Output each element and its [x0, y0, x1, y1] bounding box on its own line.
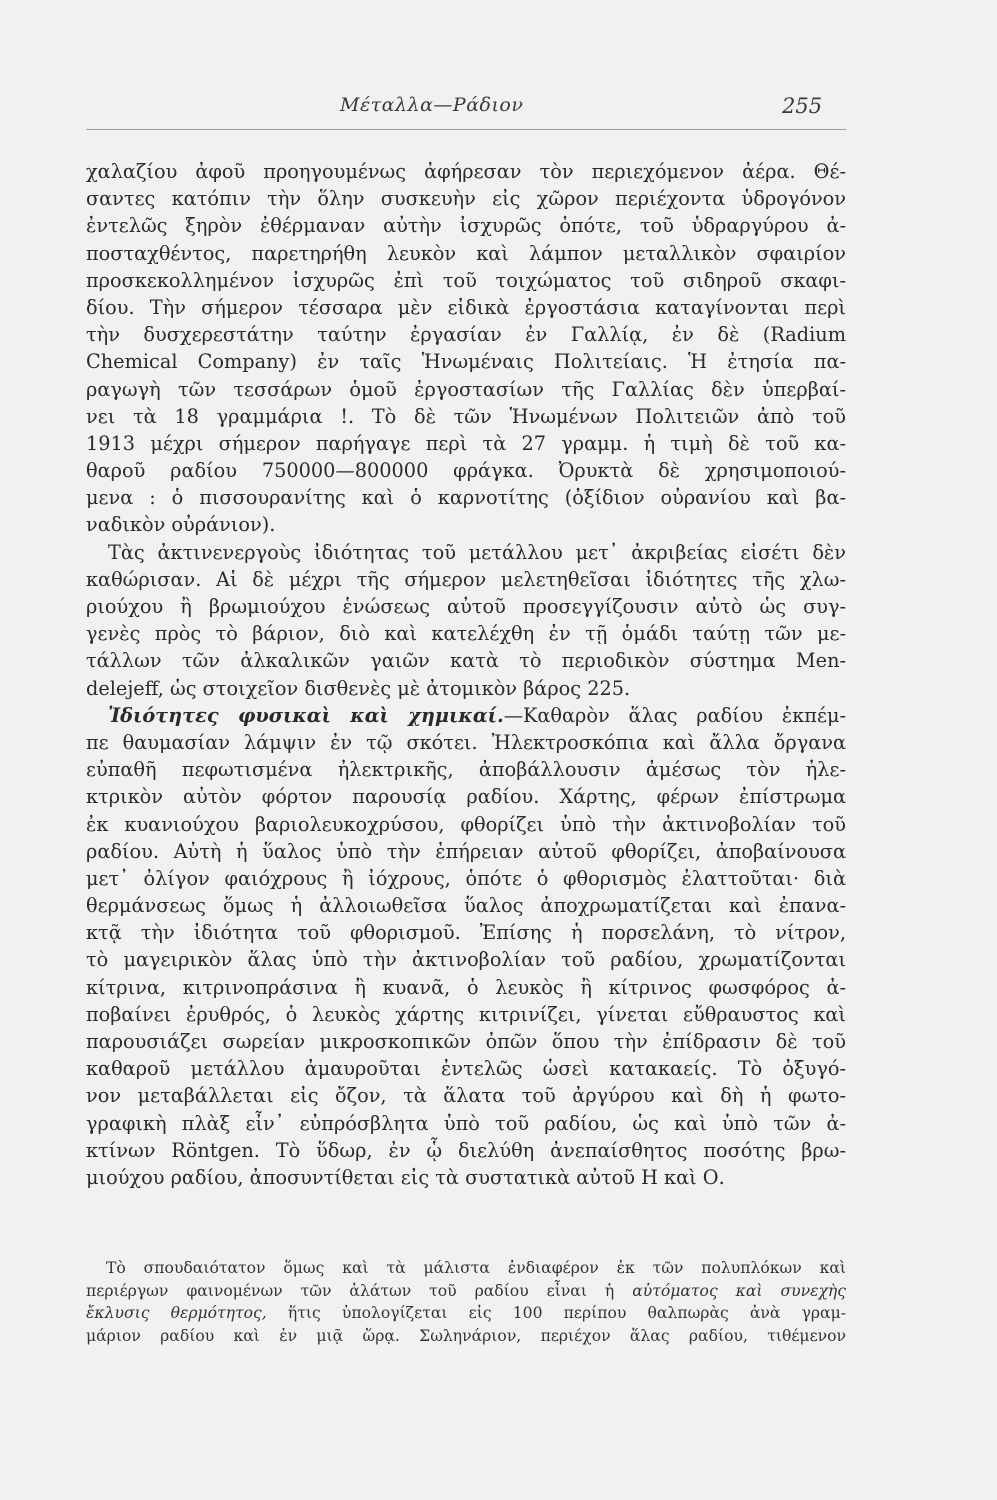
text-line: μενα : ὁ πισσουρανίτης καὶ ὁ καρνοτίτης (ὀξίδιον οὐρανίου καὶ βα-	[86, 486, 846, 510]
text-line: ραγωγὴ τῶν τεσσάρων ὁμοῦ ἐργοστασίων τῆς Γαλλίας δὲν ὑπερβαί-	[86, 377, 846, 401]
text-line: θερμάνσεως ὅμως ἡ ἀλλοιωθεῖσα ὕαλος ἀποχρωματίζεται καὶ ἐπανα-	[86, 894, 846, 918]
text-line: ἐκ κυανιούχου βαριολευκοχρύσου, φθορίζει ὑπὸ τὴν ἀκτινοβολίαν τοῦ	[86, 812, 846, 836]
text-line: προσκεκολλημένον ἰσχυρῶς ἐπὶ τοῦ τοιχώματος τοῦ σιδηροῦ σκαφι-	[86, 268, 846, 292]
text-line: Chemical Company) ἐν ταῖς Ἡνωμέναις Πολιτείαις. Ἡ ἐτησία πα-	[86, 350, 846, 374]
header-rule	[86, 129, 846, 130]
body-text	[86, 158, 846, 1191]
text-line: 1913 μέχρι σήμερον παρήγαγε περὶ τὰ 27 γραμμ. ἡ τιμὴ δὲ τοῦ κα-	[86, 431, 846, 455]
footnote-line	[86, 1302, 846, 1325]
footnote-emphasis: αὐτόματος καὶ συνεχὴς	[632, 1281, 846, 1300]
text-line: Τὰς ἀκτινενεργοὺς ἰδιότητας τοῦ μετάλλου μετ᾽ ἀκριβείας εἰσέτι δὲν	[108, 540, 846, 564]
text-line: —Καθαρὸν ἅλας ραδίου ἐκπέμ-	[503, 703, 846, 727]
footnote-line: μάριον ραδίου καὶ ἐν μιᾷ ὥρᾳ. Σωληνάριον, περιέχον ἅλας ραδίου, τιθέμενον	[86, 1326, 846, 1345]
footnote-text: περιέργων φαινομένων τῶν ἁλάτων τοῦ ραδίου εἶναι ἡ	[86, 1281, 615, 1300]
page-number: 255	[782, 94, 823, 118]
text-line: κίτρινα, κιτρινοπράσινα ἢ κυανᾶ, ὁ λευκὸς ἢ κίτρινος φωσφόρος ἀ-	[86, 975, 846, 999]
text-line: καθώρισαν. Αἱ δὲ μέχρι τῆς σήμερον μελετηθεῖσαι ἰδιότητες τῆς χλω-	[86, 567, 846, 591]
text-line: μιούχου ραδίου, ἀποσυντίθεται εἰς τὰ συστατικὰ αὐτοῦ Η καὶ Ο.	[86, 1165, 725, 1189]
text-line: νει τὰ 18 γραμμάρια !. Τὸ δὲ τῶν Ἡνωμένων Πολιτειῶν ἀπὸ τοῦ	[86, 404, 846, 428]
text-line: ριούχου ἢ βρωμιούχου ἑνώσεως αὐτοῦ προσεγγίζουσιν αὐτὸ ὡς συγ-	[86, 595, 846, 618]
text-line: χαλαζίου ἀφοῦ προηγουμένως ἀφήρεσαν τὸν περιεχόμενον ἀέρα. Θέ-	[86, 160, 846, 183]
text-line: ναδικὸν οὐράνιον).	[86, 513, 276, 537]
footnote-emphasis: ἔκλυσις θερμότητος,	[86, 1304, 267, 1323]
text-line: κτρικὸν αὐτὸν φόρτον παρουσίᾳ ραδίου. Χάρτης, φέρων ἐπίστρωμα	[86, 785, 846, 809]
text-line: εὐπαθῆ πεφωτισμένα ἠλεκτρικῆς, ἀποβάλλουσιν ἀμέσως τὸν ἠλε-	[86, 758, 846, 782]
text-line: κτᾷ τὴν ἰδιότητα τοῦ φθορισμοῦ. Ἐπίσης ἡ πορσελάνη, τὸ νίτρον,	[86, 921, 846, 945]
text-line: τὸ μαγειρικὸν ἅλας ὑπὸ τὴν ἀκτινοβολίαν τοῦ ραδίου, χρωματίζονται	[86, 948, 846, 972]
footnote-line: Τὸ σπουδαιότατον ὅμως καὶ τὰ μάλιστα ἐνδιαφέρον ἐκ τῶν πολυπλόκων καὶ	[106, 1259, 846, 1277]
text-line: ραδίου. Αὐτὴ ἡ ὕαλος ὑπὸ τὴν ἐπήρειαν αὐτοῦ φθορίζει, ἀποβαίνουσα	[86, 839, 846, 863]
text-line: γραφικὴ πλὰξ εἶν᾽ εὐπρόσβλητα ὑπὸ τοῦ ραδίου, ὡς καὶ ὑπὸ τῶν ἀ-	[86, 1111, 846, 1135]
running-head	[0, 94, 997, 124]
text-line: κτίνων Röntgen. Τὸ ὕδωρ, ἐν ᾧ διελύθη ἀνεπαίσθητος ποσότης βρω-	[86, 1138, 846, 1162]
text-line: δίου. Τὴν σήμερον τέσσαρα μὲν εἰδικὰ ἐργοστάσια καταγίνονται περὶ	[86, 295, 846, 319]
footnote-line	[86, 1280, 846, 1303]
text-line: σαντες κατόπιν τὴν ὅλην συσκευὴν εἰς χῶρον περιέχοντα ὑδρογόνον	[86, 187, 846, 211]
text-line: νον μεταβάλλεται εἰς ὄζον, τὰ ἅλατα τοῦ ἀργύρου καὶ δὴ ἡ φωτο-	[86, 1084, 846, 1108]
text-line: delejeff, ὡς στοιχεῖον δισθενὲς μὲ ἀτομικὸν βάρος 225.	[86, 676, 631, 700]
running-title: Μέταλλα—Ράδιον	[340, 94, 524, 116]
text-line: τὴν δυσχερεστάτην ταύτην ἐργασίαν ἐν Γαλλίᾳ, ἐν δὲ (Radium	[86, 323, 846, 347]
text-line: καθαροῦ μετάλλου ἀμαυροῦται ἐντελῶς ὡσεὶ κατακαείς. Τὸ ὀξυγό-	[86, 1057, 846, 1081]
section-heading-line	[86, 702, 846, 729]
text-line: ἐντελῶς ξηρὸν ἐθέρμαναν αὐτὴν ἰσχυρῶς ὁπότε, τοῦ ὑδραργύρου ἀ-	[86, 214, 846, 238]
section-heading: Ἰδιότητες φυσικαὶ καὶ χημικαί.	[108, 703, 504, 727]
text-line: ποβαίνει ἐρυθρός, ὁ λευκὸς χάρτης κιτρινίζει, γίνεται εὔθραυστος καὶ	[86, 1002, 846, 1026]
text-line: παρουσιάζει σωρείαν μικροσκοπικῶν ὀπῶν ὅπου τὴν ἐπίδρασιν δὲ τοῦ	[86, 1030, 846, 1053]
footnote-text: ἥτις ὑπολογίζεται εἰς 100 περίπου θαλπωρὰς ἀνὰ γραμ-	[287, 1304, 846, 1323]
text-line: μετ᾽ ὀλίγον φαιόχρους ἢ ἰόχρους, ὁπότε ὁ φθορισμὸς ἐλαττοῦται· διὰ	[86, 866, 846, 890]
text-line: ποσταχθέντος, παρετηρήθη λευκὸν καὶ λάμπον μεταλλικὸν σφαιρίον	[86, 241, 846, 265]
text-line: θαροῦ ραδίου 750000—800000 φράγκα. Ὀρυκτὰ δὲ χρησιμοποιού-	[86, 459, 846, 483]
text-line: πε θαυμασίαν λάμψιν ἐν τῷ σκότει. Ἠλεκτροσκόπια καὶ ἄλλα ὄργανα	[86, 730, 846, 754]
footnote	[86, 1257, 846, 1347]
text-line: τάλλων τῶν ἀλκαλικῶν γαιῶν κατὰ τὸ περιοδικὸν σύστημα Men-	[86, 649, 846, 673]
text-line: γενὲς πρὸς τὸ βάριον, διὸ καὶ κατελέχθη ἐν τῇ ὁμάδι ταύτῃ τῶν με-	[86, 622, 846, 646]
